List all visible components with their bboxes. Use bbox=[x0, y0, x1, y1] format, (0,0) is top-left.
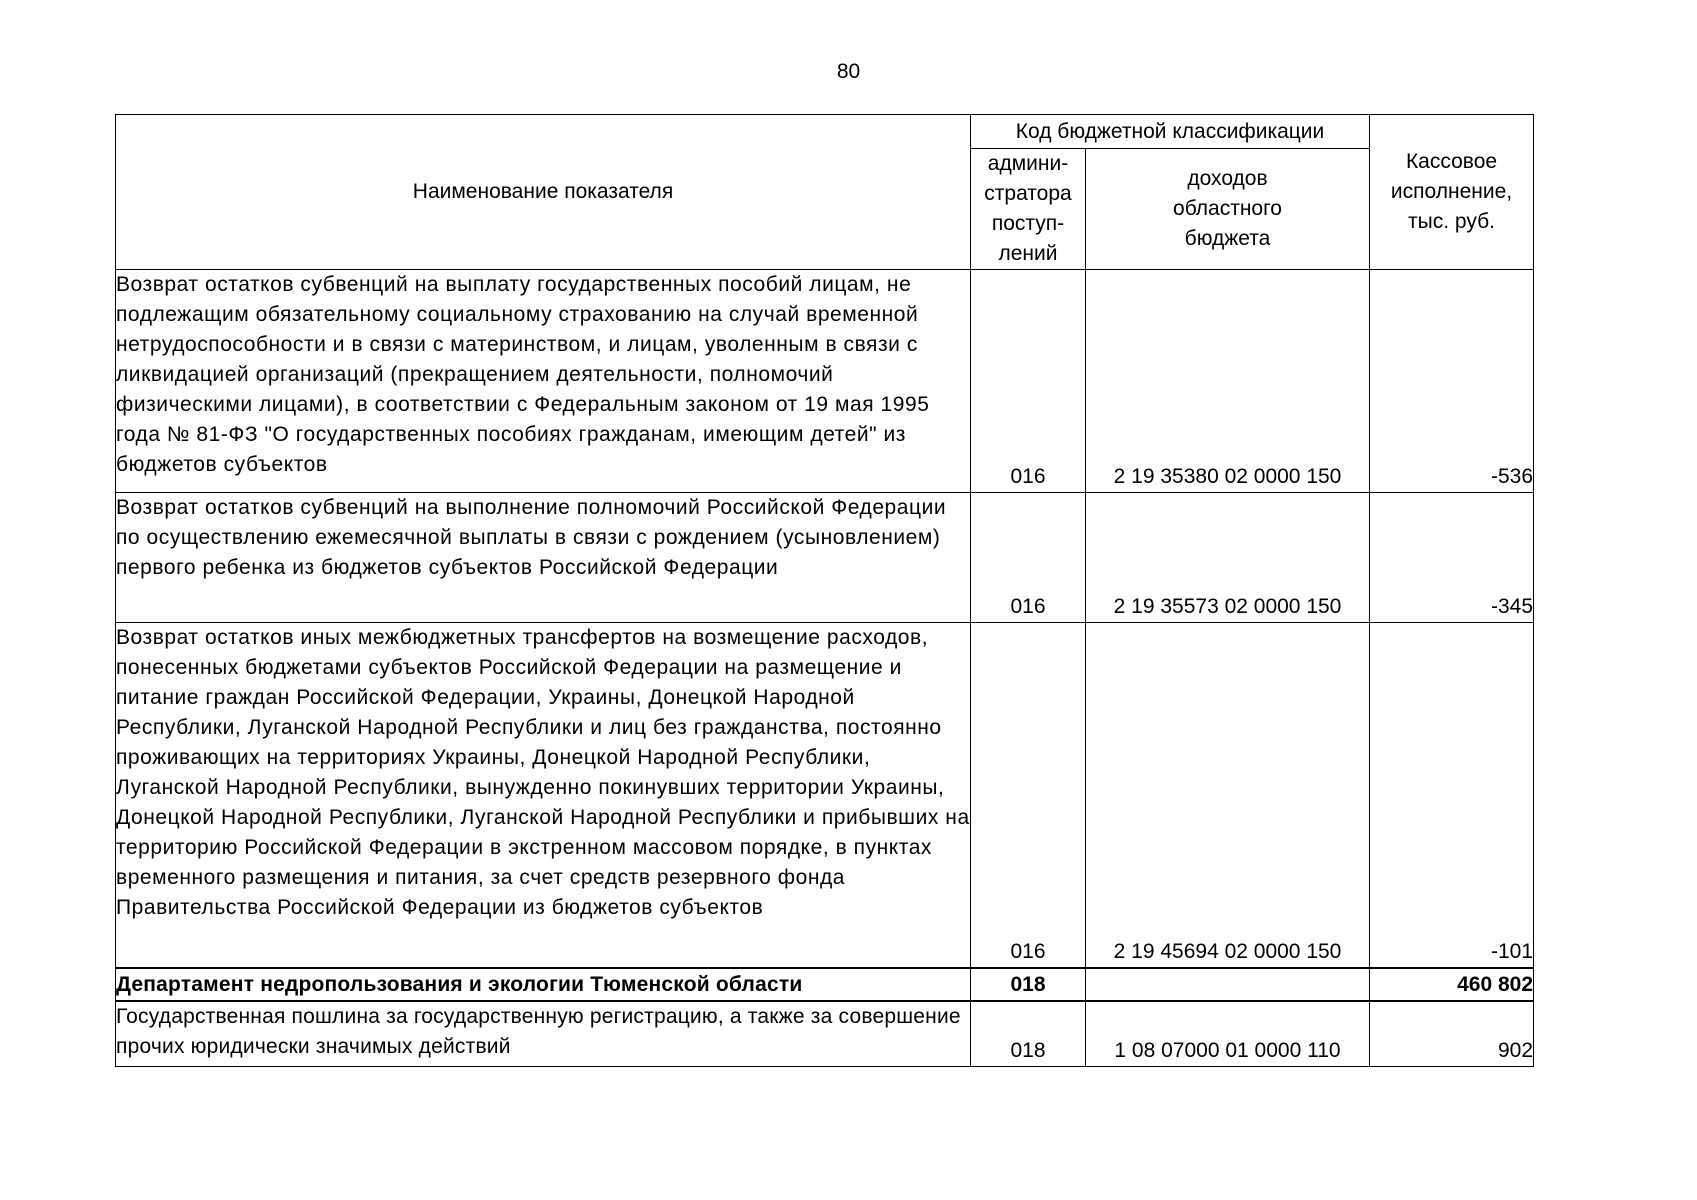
row-kbk-code: 2 19 45694 02 0000 150 bbox=[1086, 623, 1370, 968]
header-cash: Кассовое исполнение, тыс. руб. bbox=[1370, 115, 1534, 270]
header-income: доходов областного бюджета bbox=[1086, 149, 1370, 270]
table-row bbox=[116, 270, 1534, 493]
row-amount: -101 bbox=[1370, 623, 1534, 968]
budget-table bbox=[115, 114, 1534, 1067]
row-amount: 460 802 bbox=[1370, 968, 1534, 1001]
row-name: Возврат остатков иных межбюджетных трансфертов на возмещение расходов, понесенных бюджетами субъектов Российской Федерации на размещение и питание граждан Российской Федерации, Украины, Донецкой Народной Республики, Луганской Народной Республики и лиц без гражданства, постоянно проживающих на территориях Украины, Донецкой Народной Республики, Луганской Народной Республики, вынужденно покинувших территории Украины, Донецкой Народной Республики, Луганской Народной Республики и прибывших на территорию Российской Федерации в экстренном массовом порядке, в пунктах временного размещения и питания, за счет средств резервного фонда Правительства Российской Федерации из бюджетов субъектов bbox=[116, 623, 971, 968]
row-admin-code: 018 bbox=[971, 968, 1086, 1001]
header-kbk-group: Код бюджетной классификации bbox=[971, 115, 1370, 149]
row-kbk-code: 1 08 07000 01 0000 110 bbox=[1086, 1001, 1370, 1067]
table-row bbox=[116, 1001, 1534, 1067]
row-amount: -536 bbox=[1370, 270, 1534, 493]
row-admin-code: 016 bbox=[971, 270, 1086, 493]
table-row bbox=[116, 493, 1534, 623]
row-kbk-code bbox=[1086, 968, 1370, 1001]
table-row bbox=[116, 623, 1534, 968]
row-admin-code: 016 bbox=[971, 493, 1086, 623]
row-admin-code: 018 bbox=[971, 1001, 1086, 1067]
row-name: Департамент недропользования и экологии Тюменской области bbox=[116, 968, 971, 1001]
page-number: 80 bbox=[836, 60, 861, 83]
row-name: Возврат остатков субвенций на выполнение полномочий Российской Федерации по осуществлению ежемесячной выплаты в связи с рождением (усыновлением) первого ребенка из бюджетов субъектов Российской Федерации bbox=[116, 493, 971, 623]
row-name: Возврат остатков субвенций на выплату государственных пособий лицам, не подлежащим обязательному социальному страхованию на случай временной нетрудоспособности и в связи с материнством, и лицам, уволенным в связи с ликвидацией организаций (прекращением деятельности, полномочий физическими лицами), в соответствии с Федеральным законом от 19 мая 1995 года № 81-ФЗ "О государственных пособиях гражданам, имеющим детей" из бюджетов субъектов bbox=[116, 270, 971, 493]
row-kbk-code: 2 19 35380 02 0000 150 bbox=[1086, 270, 1370, 493]
row-name: Государственная пошлина за государственную регистрацию, а также за совершение прочих юридически значимых действий bbox=[116, 1001, 971, 1067]
row-amount: 902 bbox=[1370, 1001, 1534, 1067]
row-amount: -345 bbox=[1370, 493, 1534, 623]
row-kbk-code: 2 19 35573 02 0000 150 bbox=[1086, 493, 1370, 623]
row-admin-code: 016 bbox=[971, 623, 1086, 968]
table-row-department bbox=[116, 968, 1534, 1001]
header-admin: админи-стратора поступ-лений bbox=[971, 149, 1086, 270]
header-name: Наименование показателя bbox=[116, 115, 971, 270]
